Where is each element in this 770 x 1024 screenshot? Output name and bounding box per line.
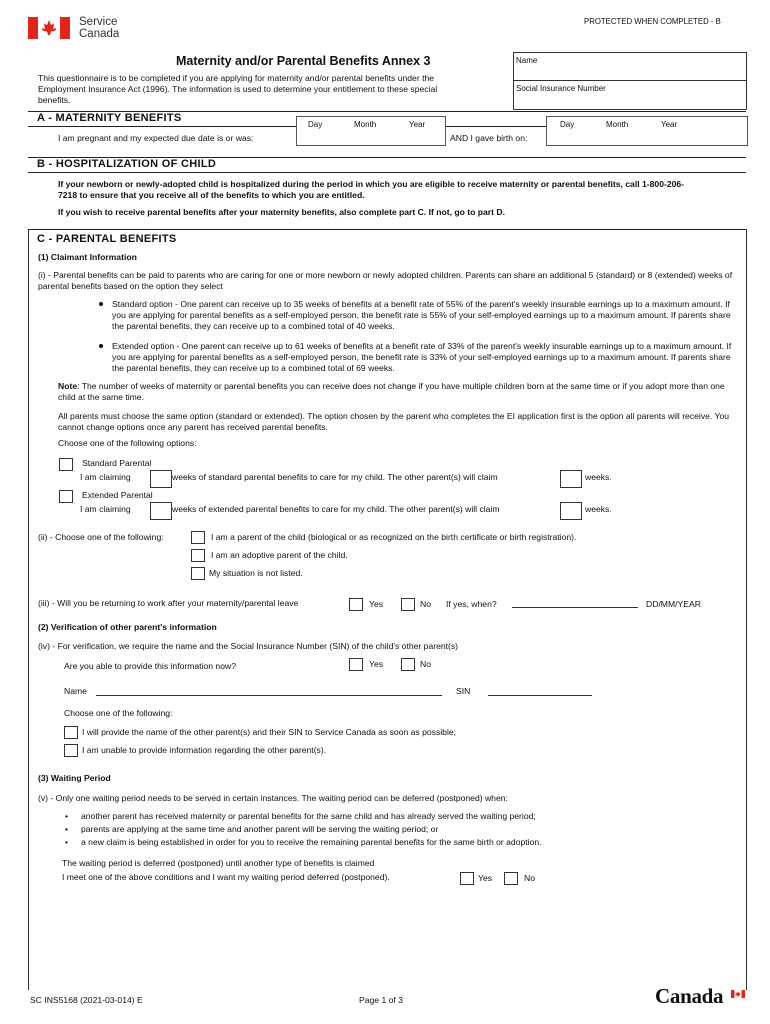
- waiting-bullet-2: parents are applying at the same time and another parent will be serving the waiting period; or: [81, 824, 439, 834]
- due-year-label: Year: [409, 120, 426, 129]
- standard-parental-checkbox[interactable]: [59, 458, 73, 471]
- iii-yes-label: Yes: [369, 599, 384, 609]
- unable-label: I am unable to provide information regarding the other parent(s).: [82, 745, 327, 755]
- birth-day-label: Day: [560, 120, 575, 129]
- name-sin-divider: [513, 80, 746, 81]
- extended-other-weeks-input[interactable]: [560, 502, 582, 520]
- intro-text: This questionnaire is to be completed if you are applying for maternity and/or parental benefits under the Employment Insurance Act (1996). The information is used to determine your entitlement to these special benefits.: [38, 73, 438, 105]
- waiting-bullet-2-marker: •: [65, 824, 69, 834]
- able-yes-label: Yes: [369, 659, 384, 669]
- name-input[interactable]: [560, 54, 740, 78]
- standard-weeks-text: weeks of standard parental benefits to care for my child. The other parent(s) will claim: [172, 472, 498, 482]
- due-date-label: I am pregnant and my expected due date is or was:: [58, 133, 254, 143]
- choose-following-label: Choose one of the following:: [64, 708, 173, 718]
- unable-checkbox[interactable]: [64, 744, 78, 757]
- extended-parental-checkbox[interactable]: [59, 490, 73, 503]
- ii-parent-label: I am a parent of the child (biological or as recognized on the birth certificate or birth registration).: [211, 532, 577, 542]
- if-yes-when-label: If yes, when?: [446, 599, 497, 609]
- birth-month-label: Month: [606, 120, 629, 129]
- v-text: (v) - Only one waiting period needs to be served in certain instances. The waiting period can be deferred (postponed) when:: [38, 793, 508, 803]
- due-day-label: Day: [308, 120, 323, 129]
- section-b-title: B - HOSPITALIZATION OF CHILD: [37, 158, 217, 170]
- standard-option-text: Standard option - One parent can receive up to 35 weeks of benefits at a benefit rate of 55% of the parent's weekly insurable earnings up to a maximum amount. If you are applying for parental benefits as a self-employed person, the benefit rate is 55% of your self-employed earnings up to a maximum amount. If parents share the parental benefits, they can receive up to a combined total of 40 weeks.: [112, 299, 731, 331]
- parental-intro: (i) - Parental benefits can be paid to parents who are caring for one or more newborn or newly adopted children. Parents can share an additional 5 (standard) or 8 (extended) weeks of parental benefits based on the option they select: [38, 270, 733, 291]
- deferred-text-1: The waiting period is deferred (postponed) until another type of benefits is claimed: [62, 858, 375, 868]
- name-label: Name: [516, 56, 538, 65]
- iii-yes-checkbox[interactable]: [349, 598, 363, 611]
- ii-adoptive-checkbox[interactable]: [191, 549, 205, 562]
- part-c-instruction: If you wish to receive parental benefits after your maternity benefits, also complete part C. If not, go to part D.: [58, 207, 505, 217]
- ii-not-listed-checkbox[interactable]: [191, 567, 205, 580]
- all-parents-text: All parents must choose the same option (standard or extended). The option chosen by the parent who completes the EI application first is the option all parents will receive. You cannot change options once any parent has received parental benefits.: [58, 411, 730, 432]
- birth-date-field[interactable]: [546, 116, 748, 146]
- wordmark-flag-icon: [731, 985, 745, 993]
- waiting-period-heading: (3) Waiting Period: [38, 773, 111, 783]
- ii-parent-checkbox[interactable]: [191, 531, 205, 544]
- form-title: Maternity and/or Parental Benefits Annex 3: [176, 54, 431, 68]
- canada-wordmark: Canada: [655, 984, 724, 1008]
- ii-adoptive-label: I am an adoptive parent of the child.: [211, 550, 348, 560]
- standard-weeks-input[interactable]: [150, 470, 172, 488]
- standard-parental-label: Standard Parental: [82, 458, 152, 468]
- form-code: SC INS5168 (2021-03-014) E: [30, 995, 143, 1005]
- org-name-canada: Canada: [79, 28, 120, 40]
- other-parent-sin-input[interactable]: [488, 695, 592, 696]
- extended-option-text: Extended option - One parent can receive up to 61 weeks of benefits at a benefit rate of 33% of the parent's weekly insurable earnings up to a maximum amount. If you are applying for parental benefits as a self-employed person, the benefit rate is 33% of your self-employed earnings up to a maximum amount. If parents share the parental benefits, they can receive up to a combined total of 69 weeks.: [112, 341, 732, 373]
- ii-label: (ii) - Choose one of the following:: [38, 532, 164, 542]
- note-text: : The number of weeks of maternity or parental benefits you can receive does not change if you have multiple children born at the same time or if you adopt more than one child at the same time.: [58, 381, 725, 402]
- other-parent-name-input[interactable]: [96, 695, 442, 696]
- iii-no-label: No: [420, 599, 431, 609]
- provide-later-checkbox[interactable]: [64, 726, 78, 739]
- able-yes-checkbox[interactable]: [349, 658, 363, 671]
- protected-label: PROTECTED WHEN COMPLETED - B: [584, 17, 721, 26]
- due-month-label: Month: [354, 120, 377, 129]
- ii-not-listed-label: My situation is not listed.: [209, 568, 303, 578]
- waiting-bullet-1-marker: •: [65, 811, 69, 821]
- claimant-info-heading: (1) Claimant Information: [38, 252, 137, 262]
- iv-text: (iv) - For verification, we require the name and the Social Insurance Number (SIN) of the child's other parent(s): [38, 641, 459, 651]
- extended-weeks-text: weeks of extended parental benefits to care for my child. The other parent(s) will claim: [172, 504, 500, 514]
- able-provide-label: Are you able to provide this information now?: [64, 661, 236, 671]
- canada-flag-logo: [28, 17, 70, 39]
- note-paragraph: [58, 381, 738, 403]
- extended-claiming-label: I am claiming: [80, 504, 131, 514]
- gave-birth-label: AND I gave birth on:: [450, 133, 528, 143]
- waiting-bullet-1: another parent has received maternity or parental benefits for the same child and has already served the waiting period;: [81, 811, 536, 821]
- birth-year-label: Year: [661, 120, 678, 129]
- defer-yes-checkbox[interactable]: [460, 872, 474, 885]
- waiting-bullet-3: a new claim is being established in order for you to receive the remaining parental benefits for the same birth or adoption.: [81, 837, 542, 847]
- standard-bullet: [99, 302, 103, 306]
- defer-no-checkbox[interactable]: [504, 872, 518, 885]
- deferred-text-2: I meet one of the above conditions and I want my waiting period deferred (postponed).: [62, 872, 390, 882]
- waiting-bullet-3-marker: •: [65, 837, 69, 847]
- other-parent-name-label: Name: [64, 686, 87, 696]
- standard-weeks-suffix: weeks.: [585, 472, 612, 482]
- standard-other-weeks-input[interactable]: [560, 470, 582, 488]
- extended-parental-label: Extended Parental: [82, 490, 153, 500]
- verification-heading: (2) Verification of other parent's information: [38, 622, 217, 632]
- choose-options-label: Choose one of the following options:: [58, 438, 197, 448]
- defer-no-label: No: [524, 873, 535, 883]
- standard-claiming-label: I am claiming: [80, 472, 131, 482]
- return-date-input[interactable]: [512, 607, 638, 608]
- defer-yes-label: Yes: [478, 873, 493, 883]
- date-format-label: DD/MM/YEAR: [646, 599, 701, 609]
- able-no-checkbox[interactable]: [401, 658, 415, 671]
- page-number: Page 1 of 3: [359, 995, 403, 1005]
- iii-no-checkbox[interactable]: [401, 598, 415, 611]
- org-name-service: Service: [79, 16, 118, 28]
- sin-input[interactable]: [516, 94, 742, 106]
- sin-label: Social Insurance Number: [516, 84, 606, 93]
- iii-label: (iii) - Will you be returning to work after your maternity/parental leave: [38, 598, 299, 608]
- able-no-label: No: [420, 659, 431, 669]
- extended-bullet: [99, 344, 103, 348]
- section-c-title: C - PARENTAL BENEFITS: [37, 233, 177, 245]
- hospital-para: If your newborn or newly-adopted child is hospitalized during the period in which you are eligible to receive maternity or parental benefits, call 1-800-206-7218 to ensure that you receive all of the benefits to which you are entitled.: [58, 179, 685, 200]
- note-label: Note: [58, 381, 78, 391]
- section-a-title: A - MATERNITY BENEFITS: [37, 112, 182, 124]
- extended-weeks-suffix: weeks.: [585, 504, 612, 514]
- provide-later-label: I will provide the name of the other parent(s) and their SIN to Service Canada as soon as possible;: [82, 727, 457, 737]
- other-parent-sin-label: SIN: [456, 686, 471, 696]
- extended-weeks-input[interactable]: [150, 502, 172, 520]
